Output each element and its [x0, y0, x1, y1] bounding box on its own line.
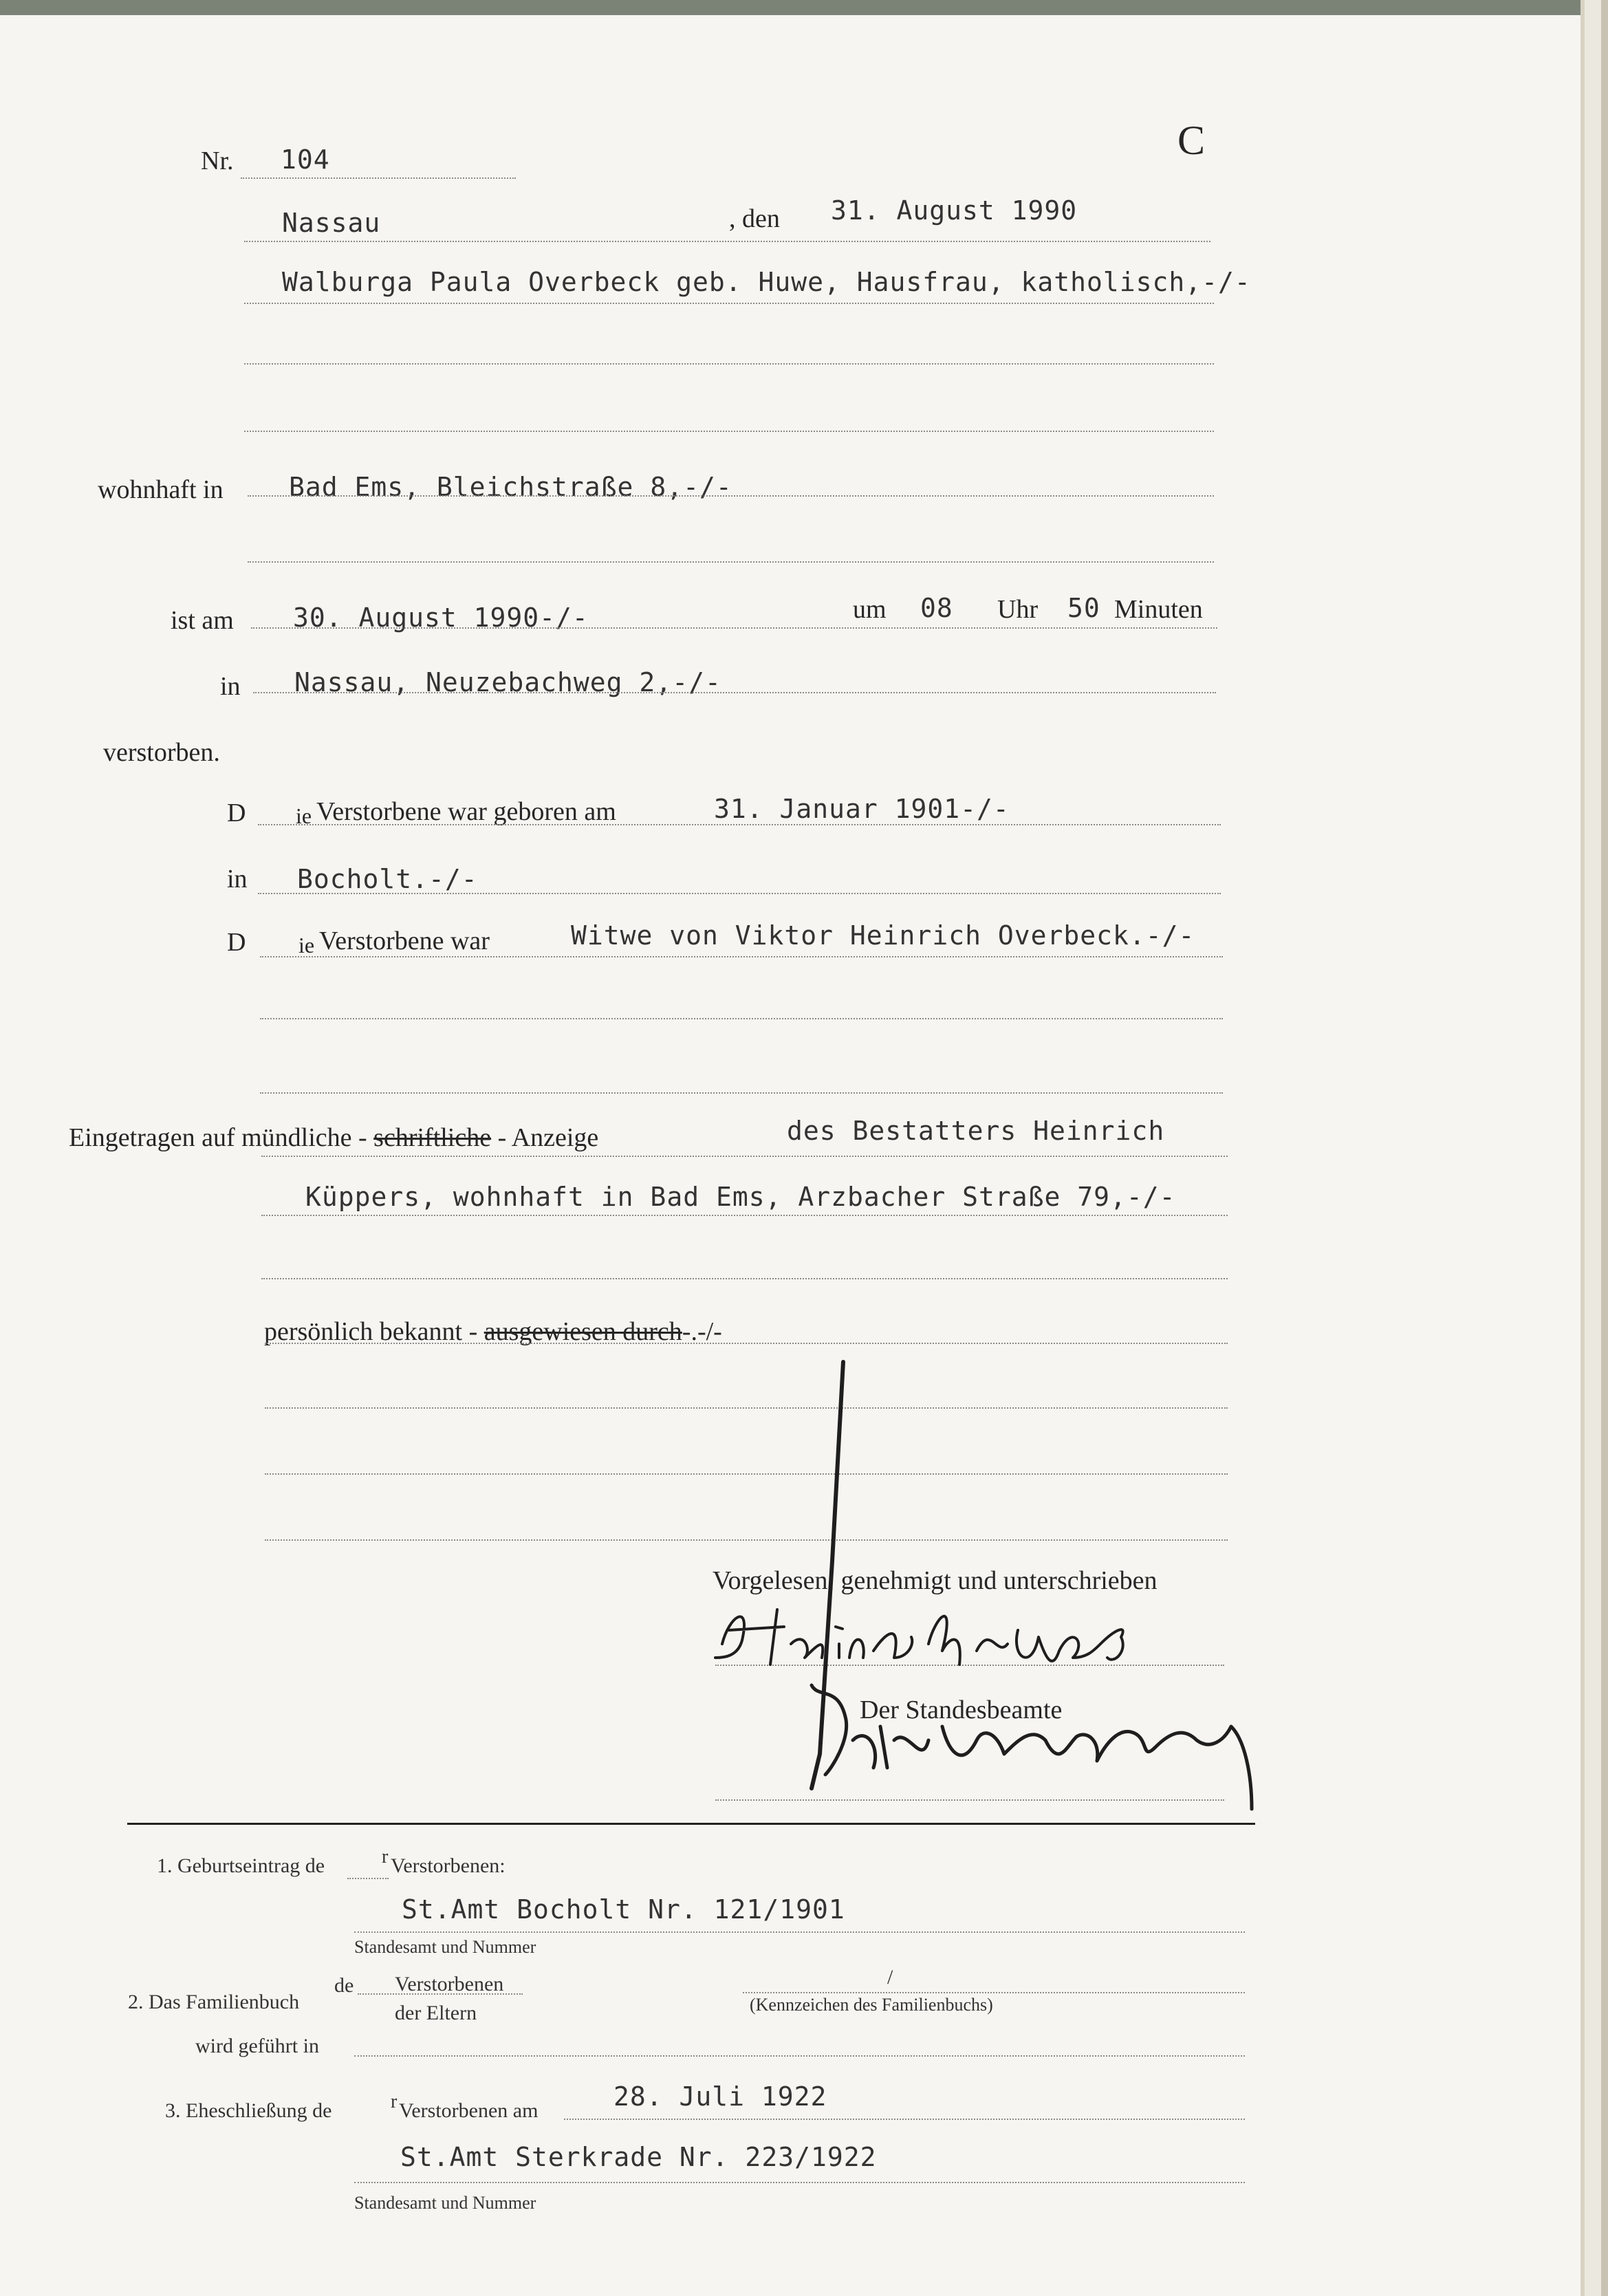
- death-date: 30. August 1990-/-: [293, 603, 589, 633]
- vorgelesen-text: Vorgelesen, genehmigt und unterschrieben: [713, 1566, 1158, 1595]
- birth-entry-gap-line: [347, 1878, 389, 1879]
- marriage-label: 3. Eheschließung de: [165, 2099, 332, 2122]
- minuten-label: Minuten: [1114, 595, 1203, 624]
- signatures-svg: [702, 1355, 1279, 1837]
- form-letter: C: [1177, 118, 1206, 163]
- familienbuch-gefuehrt-line: [354, 2055, 1245, 2057]
- standesbeamte-label: Der Standesbeamte: [860, 1696, 1063, 1724]
- nr-line: [241, 177, 516, 179]
- birth-in-label: in: [227, 865, 248, 894]
- place-date-line: [244, 241, 1210, 242]
- identity-line-1: [265, 1343, 1228, 1344]
- marriage-suffix: Verstorbenen am: [399, 2099, 539, 2122]
- birth-registry-caption: Standesamt und Nummer: [354, 1937, 536, 1957]
- familienbuch-de: de: [334, 1974, 354, 1997]
- familienbuch-gefuehrt-label: wird geführt in: [195, 2035, 319, 2057]
- familienbuch-caption: (Kennzeichen des Familienbuchs): [750, 1995, 993, 2015]
- birth-date: 31. Januar 1901-/-: [714, 794, 1010, 824]
- familienbuch-option-eltern: der Eltern: [395, 2002, 477, 2024]
- registration-line-3: [261, 1278, 1228, 1279]
- birth-place: Bocholt.-/-: [297, 864, 478, 894]
- nr-value: 104: [281, 144, 330, 175]
- marriage-registry: St.Amt Sterkrade Nr. 223/1922: [400, 2142, 877, 2172]
- birth-date-line: [258, 824, 1221, 825]
- footer-separator: [127, 1823, 1255, 1825]
- familienbuch-option-verstorbenen: Verstorbenen: [395, 1973, 504, 1995]
- birth-entry-label: 1. Geburtseintrag de: [157, 1854, 325, 1877]
- verstorben-label: verstorben.: [103, 738, 220, 767]
- birth-label: Verstorbene war geboren am: [316, 797, 616, 826]
- death-date-line: [251, 627, 1217, 629]
- name-line-3: [244, 431, 1214, 432]
- status-line-2: [260, 1018, 1223, 1019]
- um-label: um: [853, 595, 887, 624]
- residence-line-2: [248, 561, 1214, 563]
- birth-registry-line: [354, 1931, 1245, 1933]
- birth-entry-mark: r: [382, 1846, 389, 1867]
- marriage-registry-caption: Standesamt und Nummer: [354, 2193, 536, 2213]
- familienbuch-label: 2. Das Familienbuch: [128, 1991, 300, 2013]
- informant-signature: [715, 1610, 1123, 1665]
- page-binding-shadow: [1601, 0, 1608, 2296]
- name-line-2: [244, 363, 1214, 365]
- registration-label: Eingetragen auf mündliche - schriftliche - Anzeige: [69, 1123, 599, 1152]
- place: Nassau: [282, 208, 381, 238]
- familienbuch-mark-line: [743, 1992, 1245, 1993]
- uhr-label: Uhr: [997, 595, 1039, 624]
- death-in-label: in: [220, 672, 241, 701]
- document-date: 31. August 1990: [831, 195, 1078, 226]
- marriage-date-line: [564, 2119, 1245, 2120]
- status-d-label: D: [227, 928, 246, 957]
- ist-am-label: ist am: [171, 606, 234, 635]
- familienbuch-slash: /: [887, 1966, 893, 1989]
- marriage-registry-line: [354, 2182, 1245, 2183]
- nr-label: Nr.: [201, 147, 234, 175]
- marriage-date: 28. Juli 1922: [613, 2081, 827, 2112]
- name-line-1: [244, 303, 1214, 304]
- struck-ausgewiesen: ausgewiesen durch: [484, 1317, 682, 1346]
- scan-top-band: [0, 0, 1608, 15]
- death-place: Nassau, Neuzebachweg 2,-/-: [294, 667, 721, 697]
- identity-label: persönlich bekannt - ausgewiesen durch-.-/-: [264, 1317, 722, 1346]
- familienbuch-de-line: [358, 1993, 523, 1995]
- struck-schriftliche: schriftliche: [373, 1123, 492, 1152]
- residence-line-1: [248, 495, 1214, 497]
- registration-line-2: [261, 1215, 1228, 1216]
- wohnhaft-label: wohnhaft in: [98, 475, 224, 504]
- death-place-line: [253, 692, 1216, 693]
- status-line-3: [260, 1092, 1223, 1094]
- registrar-signature: [812, 1685, 1252, 1809]
- informant-line-2: Küppers, wohnhaft in Bad Ems, Arzbacher Straße 79,-/-: [305, 1182, 1176, 1212]
- birth-entry-suffix: Verstorbenen:: [391, 1854, 506, 1877]
- birth-registry: St.Amt Bocholt Nr. 121/1901: [402, 1894, 845, 1925]
- birth-ie-mark: ie: [296, 803, 312, 828]
- informant-line-1: des Bestatters Heinrich: [787, 1116, 1165, 1146]
- residence: Bad Ems, Bleichstraße 8,-/-: [289, 472, 732, 502]
- death-hour: 08: [920, 593, 953, 623]
- birth-d-label: D: [227, 799, 246, 827]
- marriage-mark: r: [391, 2091, 398, 2112]
- registration-line-1: [261, 1156, 1228, 1157]
- registrar-signature-stroke: [812, 1362, 843, 1788]
- status-line-1: [260, 956, 1223, 957]
- status-label: Verstorbene war: [319, 927, 490, 955]
- status-ie-mark: ie: [298, 933, 315, 957]
- birth-place-line: [258, 893, 1221, 894]
- marital-status: Witwe von Viktor Heinrich Overbeck.-/-: [571, 920, 1195, 951]
- person-name: Walburga Paula Overbeck geb. Huwe, Hausfrau, katholisch,-/-: [282, 267, 1251, 297]
- death-minutes: 50: [1067, 593, 1100, 623]
- den-label: , den: [729, 204, 780, 233]
